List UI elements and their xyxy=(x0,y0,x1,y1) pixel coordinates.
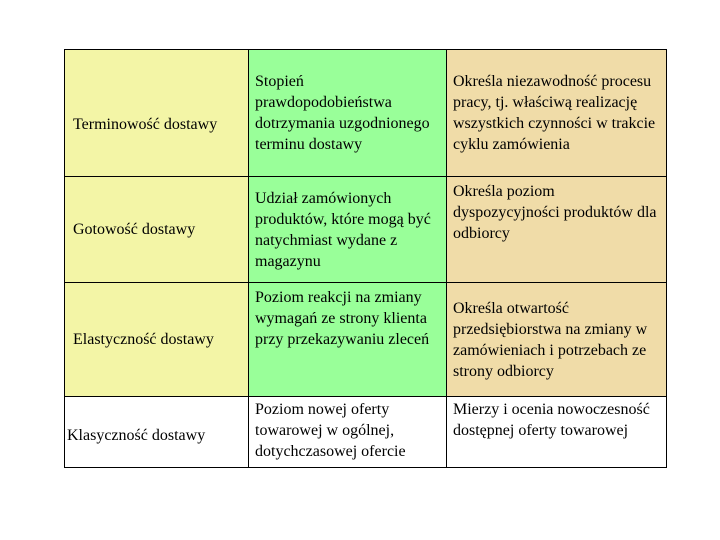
delivery-metrics-table xyxy=(64,49,667,468)
description-cell xyxy=(447,177,667,283)
definition-text: Stopień prawdopodobieństwa dotrzymania uzgodnionego terminu dostawy xyxy=(255,73,430,153)
delivery-metrics-table-container xyxy=(64,49,658,467)
term-text: Gotowość dostawy xyxy=(73,221,196,238)
description-text: Określa otwartość przedsiębiorstwa na zmiany w zamówieniach i potrzebach ze strony odbiorcy xyxy=(453,299,648,380)
description-text: Określa poziom dyspozycyjności produktów dla odbiorcy xyxy=(453,183,657,242)
table-row xyxy=(65,283,667,397)
term-cell xyxy=(65,50,249,177)
definition-text: Poziom reakcji na zmiany wymagań ze strony klienta przy przekazywaniu zleceń xyxy=(255,289,430,348)
term-cell xyxy=(65,397,249,468)
term-text: Klasyczność dostawy xyxy=(67,427,206,444)
definition-cell xyxy=(249,397,447,468)
definition-text: Udział zamówionych produktów, które mogą być natychmiast wydane z magazynu xyxy=(255,189,431,270)
term-cell xyxy=(65,177,249,283)
description-cell xyxy=(447,397,667,468)
table-row xyxy=(65,50,667,177)
definition-cell xyxy=(249,50,447,177)
term-text: Terminowość dostawy xyxy=(73,115,218,133)
definition-cell xyxy=(249,283,447,397)
description-text: Mierzy i ocenia nowoczesność dostępnej oferty towarowej xyxy=(453,401,650,439)
description-cell xyxy=(447,50,667,177)
term-cell xyxy=(65,283,249,397)
description-cell xyxy=(447,283,667,397)
description-text: Określa niezawodność procesu pracy, tj. właściwą realizację wszystkich czynności w trakcie cyklu zamówienia xyxy=(453,73,656,153)
term-text: Elastyczność dostawy xyxy=(73,331,214,348)
table-row xyxy=(65,397,667,468)
definition-cell xyxy=(249,177,447,283)
definition-text: Poziom nowej oferty towarowej w ogólnej, dotychczasowej ofercie xyxy=(255,401,406,460)
table-row xyxy=(65,177,667,283)
